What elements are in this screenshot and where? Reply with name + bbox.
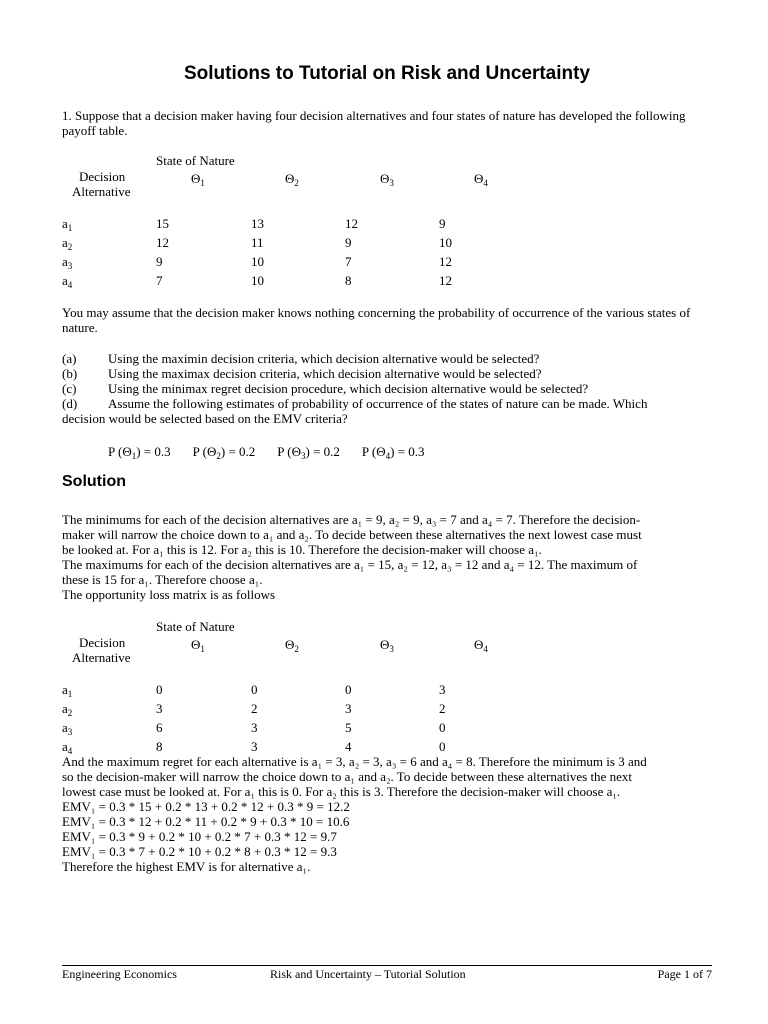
- state-of-nature-label: State of Nature: [156, 153, 235, 168]
- prob-theta-1: P $(\Theta_1) = 0.3$: [108, 444, 171, 461]
- alternative-label: Alternative: [72, 650, 131, 665]
- question-d-continued: decision would be selected based on the EMV criteria?: [62, 411, 348, 426]
- payoff-table: [62, 153, 712, 293]
- regret-cell: 2: [251, 701, 258, 716]
- prob-theta-4: P $(\Theta_4) = 0.3$: [361, 444, 425, 461]
- prob-theta-3: P $(\Theta_3) = 0.2$: [277, 444, 340, 461]
- regret-cell: 3: [156, 701, 163, 716]
- payoff-cell: 7: [156, 273, 163, 288]
- payoff-cell: 10: [439, 235, 452, 250]
- payoff-cell: 12: [156, 235, 169, 250]
- page-footer: [62, 965, 712, 981]
- regret-cell: 0: [439, 720, 446, 735]
- regret-header-theta-3: $\Theta_3$: [380, 637, 394, 654]
- footer-topic: Risk and Uncertainty – Tutorial Solution: [270, 967, 466, 981]
- regret-cell: 2: [439, 701, 446, 716]
- regret-cell: 3: [345, 701, 352, 716]
- footer-page-number: Page 1 of 7: [657, 967, 712, 981]
- payoff-header-theta-1: $\Theta_1$: [191, 171, 205, 188]
- payoff-header-theta-3: $\Theta_3$: [380, 171, 394, 188]
- regret-cell: 3: [439, 682, 446, 697]
- regret-cell: 4: [345, 739, 352, 754]
- regret-row-label-a1: $a_1$: [62, 682, 73, 699]
- question-list: [62, 351, 712, 426]
- regret-cell: 6: [156, 720, 163, 735]
- question-c: (c) Using the minimax regret decision procedure, which decision alternative would be selected?: [62, 381, 589, 396]
- regret-cell: 0: [251, 682, 258, 697]
- payoff-cell: 10: [251, 254, 264, 269]
- probability-estimates: [108, 444, 425, 459]
- question-b: (b) Using the maximax decision criteria, which decision alternative would be selected?: [62, 366, 542, 381]
- regret-row-label-a3: $a_3$: [62, 720, 73, 737]
- payoff-row-label-a1: $a_1$: [62, 216, 73, 233]
- prob-theta-2: P $(\Theta_2) = 0.2$: [192, 444, 256, 461]
- regret-cell: 8: [156, 739, 163, 754]
- payoff-cell: 15: [156, 216, 169, 231]
- payoff-header-theta-4: $\Theta_4$: [474, 171, 488, 188]
- regret-header-theta-2: $\Theta_2$: [285, 637, 299, 654]
- payoff-row-label-a3: $a_3$: [62, 254, 73, 271]
- decision-label: Decision: [79, 169, 126, 184]
- regret-cell: 0: [439, 739, 446, 754]
- regret-row-label-a4: $a_4$: [62, 739, 73, 756]
- regret-row-label-a2: $a_2$: [62, 701, 73, 718]
- regret-header-theta-1: $\Theta_1$: [191, 637, 205, 654]
- solution-paragraph-1: The minimums for each of the decision alternatives are a₁ = 9, a₂ = 9, a₃ = 7 and a₄ = 7. Therefore the decision- maker will narrow the choice down to a₁ and a₂. To decide between these alternatives the next lowest case must be looked at. For a₁ this is 12. For a₂ this is 10. Therefore the decision-maker will choose a₁. The maximums for each of the decision alternatives are a₁ = 15, a₂ = 12, a₃ = 12 and a₄ = 12. The maximum of these is 15 for a₁. Therefore choose a₁. The opportunity loss matrix is as follows: [62, 512, 642, 602]
- payoff-cell: 9: [156, 254, 163, 269]
- regret-cell: 5: [345, 720, 352, 735]
- footer-course: Engineering Economics: [62, 967, 177, 981]
- payoff-cell: 12: [345, 216, 358, 231]
- regret-table: [62, 619, 712, 759]
- regret-cell: 0: [345, 682, 352, 697]
- solution-heading: Solution: [62, 473, 126, 490]
- regret-header-theta-4: $\Theta_4$: [474, 637, 488, 654]
- regret-cell: 3: [251, 720, 258, 735]
- payoff-header-theta-2: $\Theta_2$: [285, 171, 299, 188]
- payoff-cell: 13: [251, 216, 264, 231]
- payoff-cell: 12: [439, 254, 452, 269]
- page-title: Solutions to Tutorial on Risk and Uncertainty: [183, 63, 591, 84]
- payoff-cell: 8: [345, 273, 352, 288]
- payoff-cell: 12: [439, 273, 452, 288]
- assumption-text: You may assume that the decision maker knows nothing concerning the probability of occurrence of the various states of nature.: [62, 305, 691, 335]
- state-of-nature-label: State of Nature: [156, 619, 235, 634]
- solution-paragraph-2: And the maximum regret for each alternative is a₁ = 3, a₂ = 3, a₃ = 6 and a₄ = 8. Therefore the minimum is 3 and so the decision-maker will narrow the choice down to a₁ and a₂. To decide between these alternatives the next lowest case must be looked at. For a₁ this is 0. For a₂ this is 3. Therefore the decision-maker will choose a₁. EMV₁ = 0.3 * 15 + 0.2 * 13 + 0.2 * 12 + 0.3 * 9 = 12.2 EMV₁ = 0.3 * 12 + 0.2 * 11 + 0.2 * 9 + 0.3 * 10 = 10.6 EMV₁ = 0.3 * 9 + 0.2 * 10 + 0.2 * 7 + 0.3 * 12 = 9.7 EMV₁ = 0.3 * 7 + 0.2 * 10 + 0.2 * 8 + 0.3 * 12 = 9.3 Therefore the highest EMV is for alternative a₁.: [62, 754, 647, 874]
- payoff-row-label-a4: $a_4$: [62, 273, 73, 290]
- payoff-cell: 10: [251, 273, 264, 288]
- payoff-cell: 9: [439, 216, 446, 231]
- alternative-label: Alternative: [72, 184, 131, 199]
- question-a: (a) Using the maximin decision criteria, which decision alternative would be selected?: [62, 351, 540, 366]
- payoff-cell: 7: [345, 254, 352, 269]
- payoff-row-label-a2: $a_2$: [62, 235, 73, 252]
- payoff-cell: 11: [251, 235, 264, 250]
- regret-cell: 0: [156, 682, 163, 697]
- payoff-cell: 9: [345, 235, 352, 250]
- problem-intro: 1. Suppose that a decision maker having four decision alternatives and four states of nature has developed the following payoff table.: [62, 108, 686, 138]
- question-d: (d) Assume the following estimates of probability of occurrence of the states of nature can be made. Which: [62, 396, 648, 411]
- regret-cell: 3: [251, 739, 258, 754]
- decision-label: Decision: [79, 635, 126, 650]
